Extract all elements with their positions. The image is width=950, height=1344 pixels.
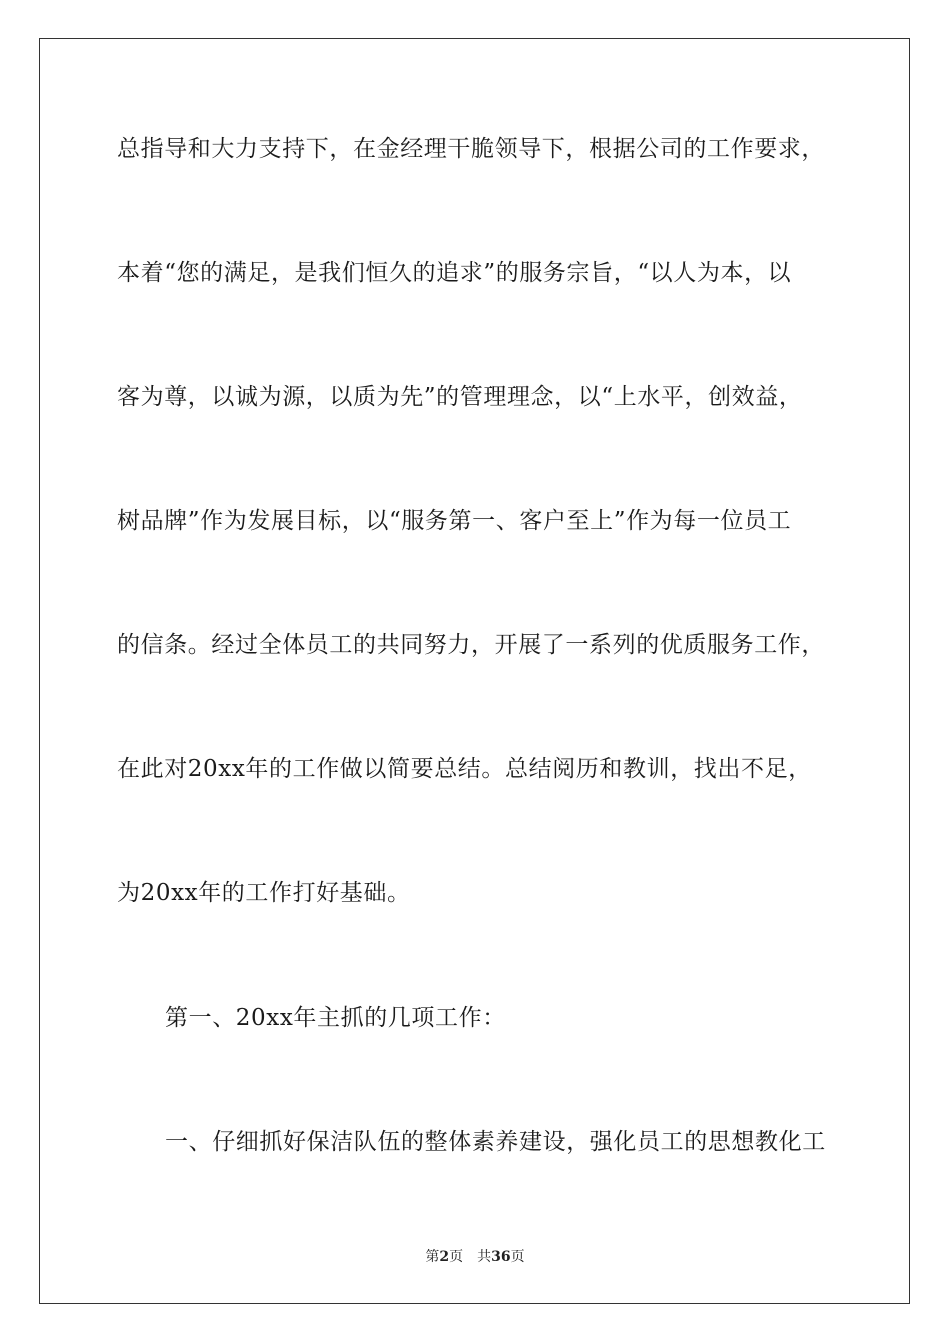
total-prefix: 共 [477, 1249, 492, 1265]
page-border [39, 38, 910, 1304]
body-line-9: 一、仔细抓好保洁队伍的整体素养建设，强化员工的思想教化工 [165, 1129, 826, 1155]
page-footer [0, 1248, 950, 1266]
page-suffix: 页 [449, 1249, 464, 1265]
body-line-5: 的信条。经过全体员工的共同努力，开展了一系列的优质服务工作， [117, 632, 825, 658]
total-pages: 36 [491, 1249, 511, 1265]
total-suffix: 页 [510, 1249, 525, 1265]
page-number: 2 [439, 1249, 450, 1265]
page-prefix: 第 [425, 1249, 440, 1265]
body-line-6: 在此对20xx年的工作做以简要总结。总结阅历和教训，找出不足， [117, 756, 812, 782]
body-line-1: 总指导和大力支持下，在金经理干脆领导下，根据公司的工作要求， [117, 136, 825, 162]
body-line-2: 本着“您的满足，是我们恒久的追求”的服务宗旨，“以人为本，以 [117, 260, 792, 286]
body-line-7: 为20xx年的工作打好基础。 [117, 880, 411, 906]
body-line-4: 树品牌”作为发展目标，以“服务第一、客户至上”作为每一位员工 [117, 508, 792, 534]
body-line-3: 客为尊，以诚为源，以质为先”的管理理念，以“上水平，创效益， [117, 384, 803, 410]
section-heading: 第一、20xx年主抓的几项工作： [165, 1005, 506, 1031]
